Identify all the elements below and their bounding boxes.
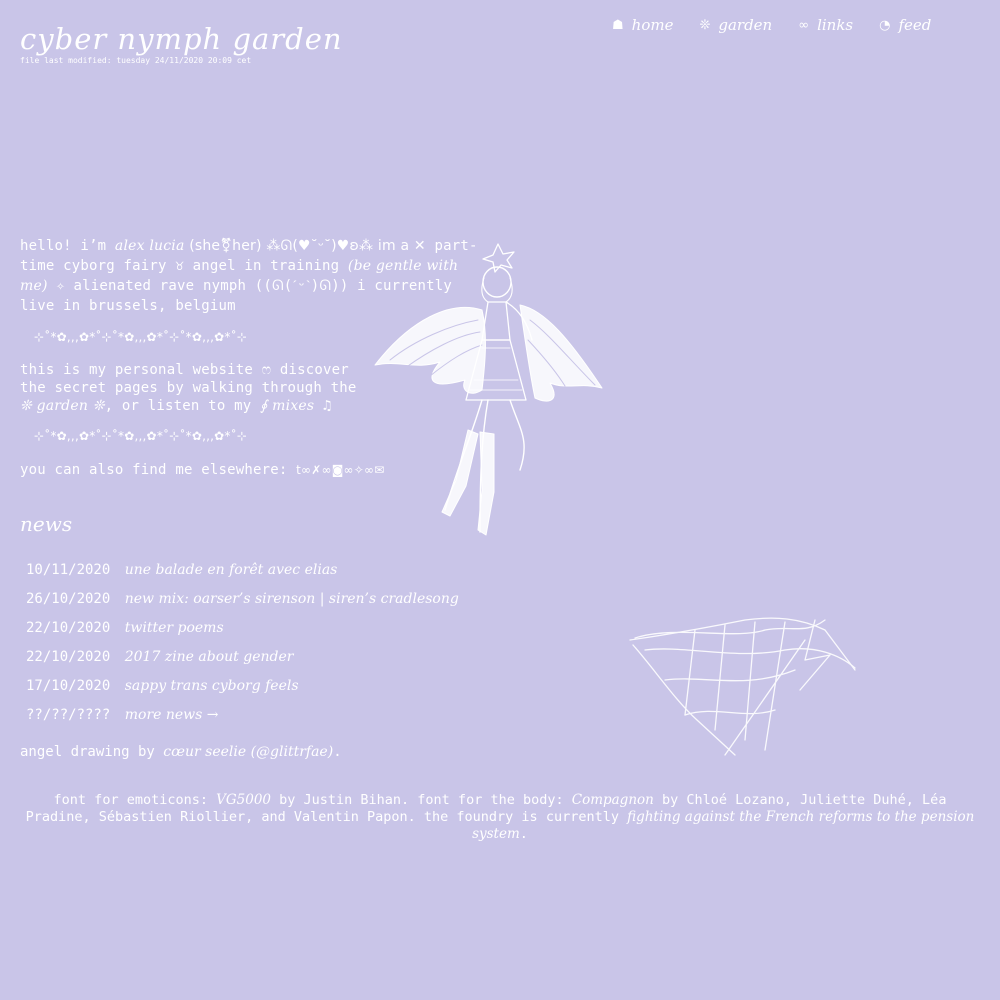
news-date: ??/??/????: [26, 707, 111, 723]
nav-feed[interactable]: [879, 16, 931, 34]
link-sep-icon: ∞: [343, 463, 354, 477]
news-item: [26, 589, 459, 618]
home-icon: ☗: [612, 17, 624, 33]
credit-text: angel drawing by: [20, 744, 164, 760]
nav-links-label: links: [817, 16, 854, 34]
nav-home[interactable]: [612, 16, 673, 34]
torso: [482, 302, 510, 340]
intro-gentle-text: (be gentle with me): [20, 258, 459, 294]
website-text-mid: , or listen to my: [104, 398, 260, 414]
footer-text: by Chloé Lozano, Juliette Duhé, Léa Pradine, Sébastien Riollier, and Valentin Papon. the foundry is currently: [25, 792, 947, 825]
garden-link[interactable]: ❊ garden ❊: [20, 398, 105, 414]
head: [483, 267, 511, 297]
scribble-drawing: [625, 610, 860, 760]
nav-feed-label: feed: [898, 16, 932, 34]
more-news-link[interactable]: more news →: [124, 707, 219, 723]
news-date: 22/10/2020: [26, 649, 111, 665]
footer: [20, 792, 980, 843]
vg5000-link[interactable]: VG5000: [216, 792, 271, 808]
nav-links[interactable]: [798, 16, 853, 34]
news-date: 17/10/2020: [26, 678, 111, 694]
footer-text: font for emoticons:: [53, 792, 217, 808]
drawing-credit: [20, 744, 342, 760]
news-item: [26, 676, 459, 705]
author-name: alex lucia: [114, 238, 185, 254]
news-item: [26, 560, 459, 589]
halo-star: [483, 244, 514, 272]
artist-link[interactable]: cœur seelie (@glittrfae): [163, 744, 334, 760]
main-nav: [612, 16, 931, 34]
news-link[interactable]: une balade en forêt avec elias: [124, 562, 338, 578]
sparkle-icon[interactable]: ✧: [353, 463, 365, 477]
pension-reform-link[interactable]: fighting against the French reforms to the pension system: [472, 809, 975, 842]
news-link[interactable]: sappy trans cyborg feels: [124, 678, 299, 694]
decorative-separator: ⊹˚*✿,,,✿*˚⊹˚*✿,,,✿*˚⊹˚*✿,,,✿*˚⊹: [34, 330, 248, 344]
music-note: ♫: [314, 398, 332, 414]
website-text: this is my personal website ෆ discover the secret pages by walking through the: [20, 362, 357, 396]
contact-text: you can also find me elsewhere:: [20, 462, 297, 478]
news-date: 26/10/2020: [26, 591, 111, 607]
twitter-icon[interactable]: ✗: [311, 463, 322, 477]
tumblr-icon[interactable]: t: [296, 463, 302, 477]
nav-home-label: home: [631, 16, 674, 34]
news-date: 22/10/2020: [26, 620, 111, 636]
footer-text: .: [519, 826, 528, 842]
website-paragraph: [20, 361, 370, 415]
news-link[interactable]: twitter poems: [124, 620, 224, 636]
news-item-more: [26, 705, 459, 734]
intro-line3: ✧ alienated rave nymph ((ᘏ(ˊᵕˋ)ᘏ)) i currently live in brussels, belgium: [20, 278, 453, 314]
angel-illustration: [370, 240, 605, 540]
decorative-separator: ⊹˚*✿,,,✿*˚⊹˚*✿,,,✿*˚⊹˚*✿,,,✿*˚⊹: [34, 429, 248, 443]
news-list: [26, 560, 459, 734]
link-sep-icon: ∞: [364, 463, 375, 477]
rss-icon: ◔: [879, 17, 891, 33]
compagnon-link[interactable]: Compagnon: [571, 792, 654, 808]
intro-line2: part-time cyborg fairy ♉ angel in training: [20, 238, 478, 274]
news-link[interactable]: new mix: oarser’s sirenson | siren’s cradlesong: [124, 591, 459, 607]
instagram-icon[interactable]: ◙: [331, 463, 344, 477]
last-modified-text: file last modified: tuesday 24/11/2020 20:09 cet: [20, 56, 252, 65]
pronouns-text: (she⚧her) ⁂ᘏ(♥˘ᵕ˘)♥ʚ⁂ im a ✕: [184, 238, 426, 254]
nav-garden-label: garden: [718, 16, 773, 34]
news-item: [26, 618, 459, 647]
site-title[interactable]: cyber nymph garden: [20, 22, 343, 56]
credit-period: .: [333, 744, 342, 760]
intro-greeting: hello! i’m: [20, 238, 115, 254]
boots: [442, 430, 494, 535]
link-sep-icon: ∞: [301, 463, 312, 477]
news-heading: news: [20, 512, 73, 536]
footer-text: by Justin Bihan. font for the body:: [271, 792, 572, 808]
mail-icon[interactable]: ✉: [374, 463, 385, 477]
sparkle-icon: ❊: [699, 17, 711, 33]
links-icon: ∞: [798, 17, 810, 33]
news-date: 10/11/2020: [26, 562, 111, 578]
right-wing: [520, 305, 602, 401]
nav-garden[interactable]: [699, 16, 772, 34]
news-link[interactable]: 2017 zine about gender: [124, 649, 294, 665]
link-sep-icon: ∞: [321, 463, 332, 477]
news-item: [26, 647, 459, 676]
mixes-link[interactable]: ∮ mixes: [259, 398, 315, 414]
